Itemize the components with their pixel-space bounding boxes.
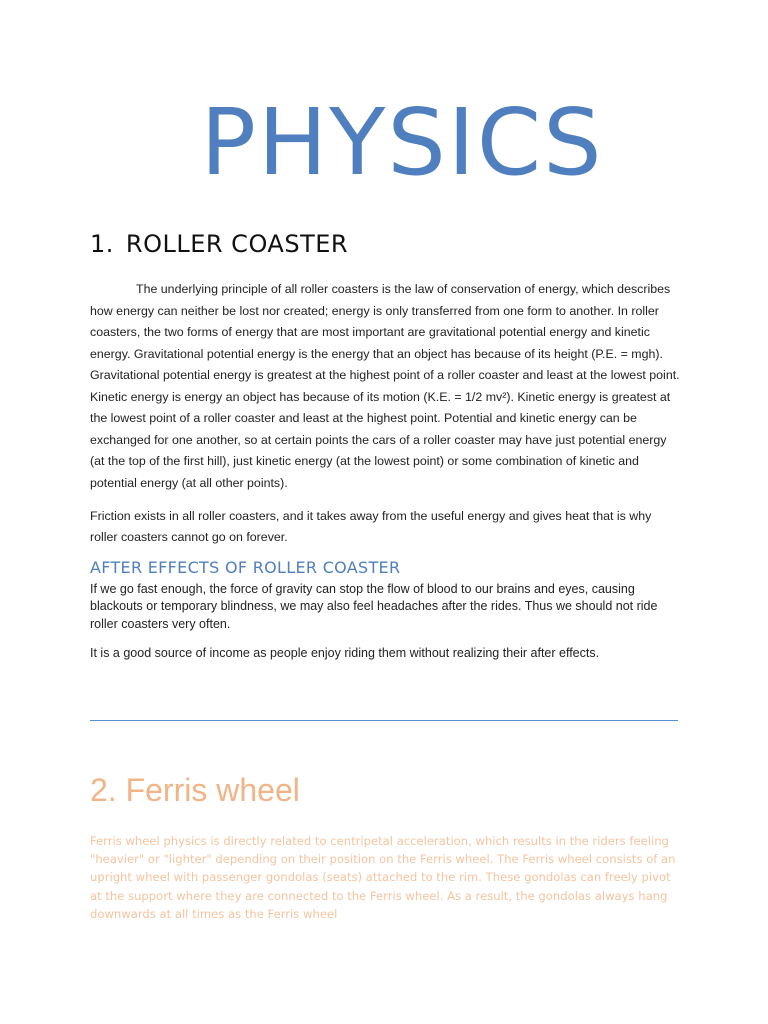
section-heading-roller-coaster — [90, 230, 348, 258]
ferris-wheel-paragraph: Ferris wheel physics is directly related to centripetal acceleration, which results in the riders feeling "heavier" or "lighter" depending on their position on the Ferris wheel. The Ferris wheel consists of an upright wheel with passenger gondolas (seats) attached to the rim. These gondolas can freely pivot at the support where they are connected to the Ferris wheel. As a result, the gondolas always hang downwards at all times as the Ferris wheel — [90, 834, 676, 921]
section-heading-text: ROLLER COASTER — [125, 230, 349, 258]
section-number: 1. — [90, 230, 114, 258]
ferris-wheel-heading: 2. Ferris wheel — [90, 772, 300, 808]
roller-coaster-paragraph-1 — [90, 279, 682, 494]
after-effects-paragraph-2: It is a good source of income as people enjoy riding them without realizing their after effects. — [90, 646, 600, 660]
after-effects-paragraph-1: If we go fast enough, the force of gravity can stop the flow of blood to our brains and eyes, causing blackouts or temporary blindness, we may also feel headaches after the rides. Thus we should not ride roller coasters very often. — [90, 582, 658, 631]
paragraph-text: The underlying principle of all roller coasters is the law of conservation of energy, which describes how energy can neither be lost nor created; energy is only transferred from one form to another. In roller coasters, the two forms of energy that are most important are gravitational potential energy and kinetic energy. Gravitational potential energy is the energy that an object has because of its height (P.E. = mgh). Gravitational potential energy is greatest at the highest point of a roller coaster and least at the lowest point. Kinetic energy is energy an object has because of its motion (K.E. = 1/2 mv²). Kinetic energy is greatest at the lowest point of a roller coaster and least at the highest point. Potential and kinetic energy can be exchanged for one another, so at certain points the cars of a roller coaster may have just potential energy (at the top of the first hill), just kinetic energy (at the lowest point) or some combination of kinetic and potential energy (at all other points). — [90, 282, 680, 490]
document-title: PHYSICS — [200, 89, 604, 196]
horizontal-divider — [90, 720, 678, 721]
after-effects-heading: AFTER EFFECTS OF ROLLER COASTER — [90, 558, 401, 577]
roller-coaster-paragraph-2: Friction exists in all roller coasters, and it takes away from the useful energy and gives heat that is why roller coasters cannot go on forever. — [90, 509, 652, 544]
